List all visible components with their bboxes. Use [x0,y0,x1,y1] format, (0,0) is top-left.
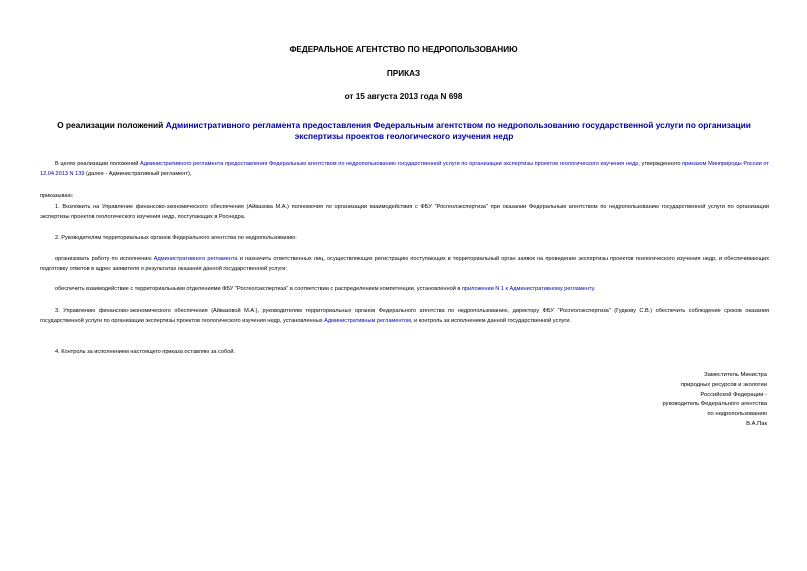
p2a-regulation-link[interactable]: Административного регламента [153,256,238,262]
p2a-text-1: организовать работу по исполнению [55,256,154,262]
title-regulation-link[interactable]: Административного регламента предоставления Федеральным агентством по недропользованию государственной услуги по организации экспертизы проектов геологического изучения недр [165,120,751,141]
agency-heading: ФЕДЕРАЛЬНОЕ АГЕНТСТВО ПО НЕДРОПОЛЬЗОВАНИЮ [289,45,518,54]
preamble-text-3: (далее - Административный регламент), [84,170,192,177]
preamble-text-2: , утвержденного [638,161,683,167]
date-number: от 15 августа 2013 года N 698 [344,92,463,101]
title-prefix: О реализации положений [57,120,166,130]
p2b-appendix-link[interactable]: приложении N 1 к Административному регламенту [461,286,594,292]
p3-text-2: , и контроль за исполнением данной государственной услуги. [410,317,572,324]
paragraph-2b [40,285,769,295]
signature-name: В.А.Пак [746,420,767,427]
signature-line: Российской Федерации - [700,391,767,398]
signature-line: руководитель Федерального агентства [662,401,767,408]
p2b-text-1: обеспечить взаимодействие с территориальными отделениями ФБУ "Росгеолэкспертиза" в соответствии с распределением компетенции, установленной в [55,286,462,292]
doc-type-heading: ПРИКАЗ [386,69,421,78]
p3-regulation-link[interactable]: Административным регламентом [324,317,411,324]
paragraph-2: 2. Руководителям территориальных органов Федерального агентства по недропользованию: [55,235,297,241]
p2b-text-2: . [593,286,596,292]
p3-text-1: 3. Управлению финансово-экономического обеспечения (Айвазовой М.А.), руководителям территориальных органов Федерального агентства по недропользованию, директору ФБУ "Росгеолэкспертиза" (Гудкову С.В.) обеспечить соблюдение сроков оказания государственной услуги по организации экспертизы проектов геологического изучения недр, установленных [40,308,769,324]
signature-block [663,371,767,430]
order-word: приказываю: [40,193,74,199]
paragraph-2a [40,255,769,274]
p2a-text-2: и назначить ответственных лиц, осуществляющих регистрацию поступающих в территориальный орган заявок на проведение экспертизы проектов геологического изучения недр, и обеспечивающих подготовку ответов в адрес заявителя о результатах оказания данной государственной услуги; [40,256,769,272]
preamble-order-link[interactable]: приказом Минприроды России от 12.04.2013 N 139 [40,161,769,177]
paragraph-1: 1. Возложить на Управление финансово-экономического обеспечения (Айвазова М.А.) полномочия по организации взаимодействия с ФБУ "Росгеолэкспертиза" при оказании Федеральным агентством по недропользованию государственной услуги по организации экспертизы проектов геологического изучения недр, поступающих в Роснедра. [40,204,769,220]
preamble-text-1: В целях реализации положений [55,161,140,167]
signature-line: Заместитель Министра [704,372,767,378]
preamble-regulation-link[interactable]: Административного регламента предоставления Федеральным агентством по недропользованию государственной услуги по организации экспертизы проектов геологического изучения недр [139,161,639,167]
signature-line: природных ресурсов и экологии [680,381,767,388]
signature-line: по недропользованию [707,411,767,418]
paragraph-4: 4. Контроль за исполнением настоящего приказа оставляю за собой. [55,349,236,355]
order-title [40,120,768,142]
preamble [40,160,769,179]
paragraph-3 [40,307,769,326]
